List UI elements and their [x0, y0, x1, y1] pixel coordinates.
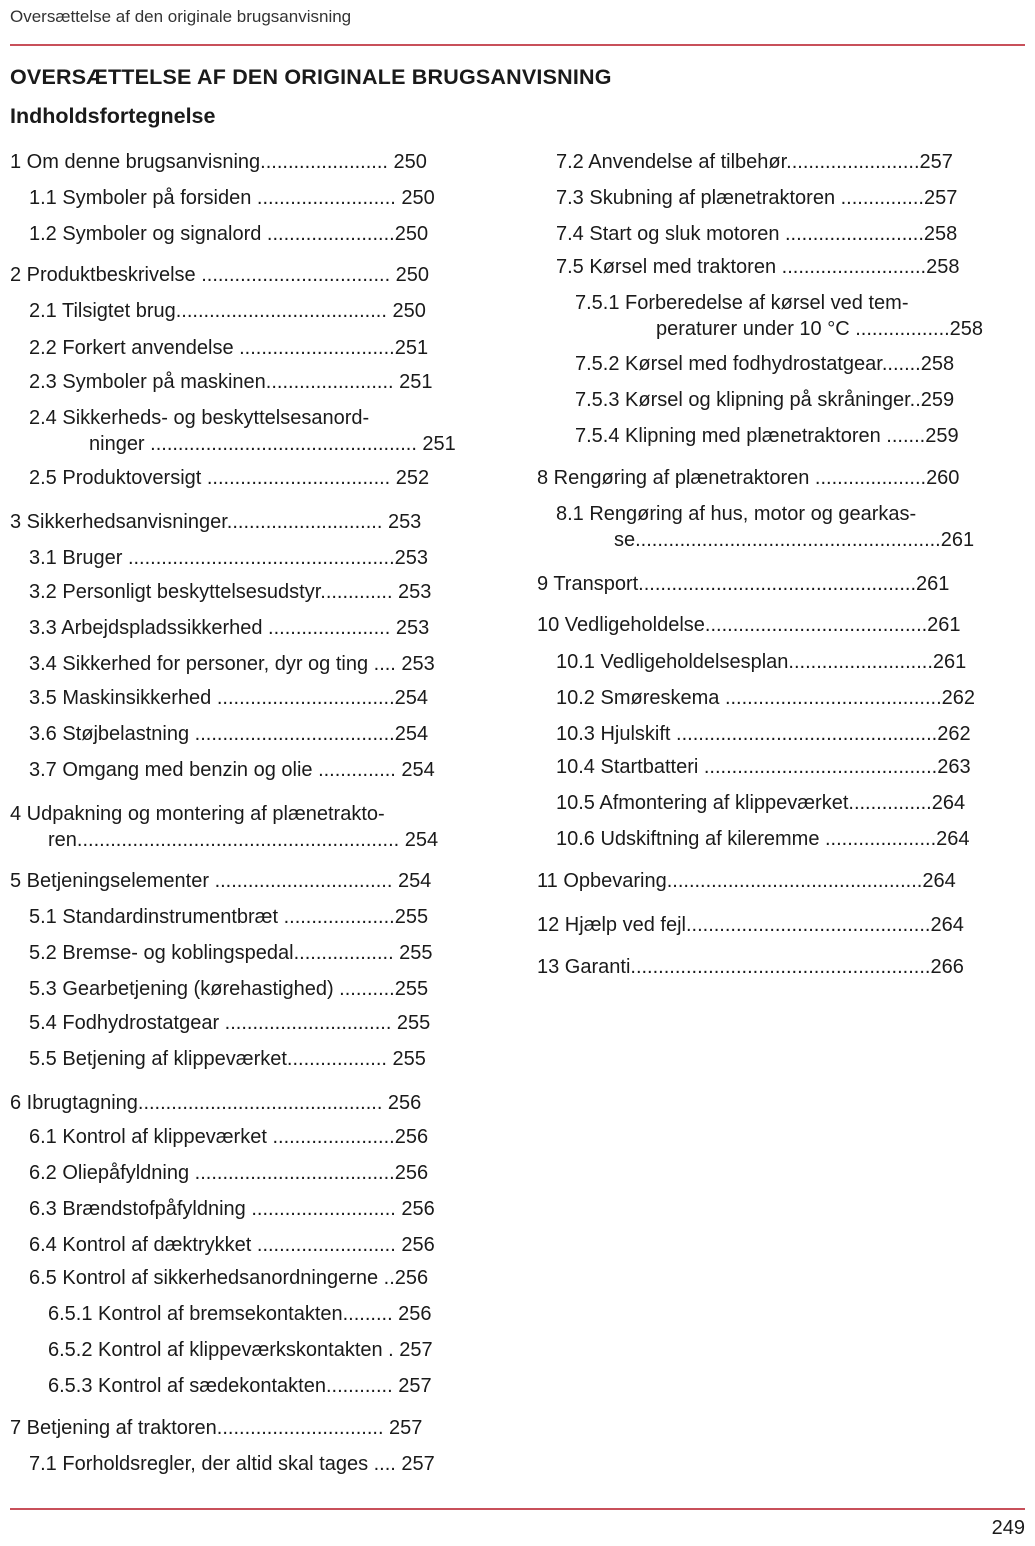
toc-entry[interactable]: 2.1 Tilsigtet brug...................................... 250 — [29, 300, 426, 322]
toc-entry[interactable]: 10 Vedligeholdelse........................................261 — [537, 614, 961, 636]
toc-entry[interactable]: 7.1 Forholdsregler, der altid skal tages .... 257 — [29, 1453, 435, 1475]
toc-entry[interactable]: 1 Om denne brugsanvisning....................... 250 — [10, 151, 427, 173]
toc-entry[interactable]: 2.5 Produktoversigt ................................. 252 — [29, 467, 430, 489]
toc-entry[interactable]: 9 Transport..................................................261 — [537, 573, 950, 595]
toc-entry[interactable]: 3.6 Støjbelastning ....................................254 — [29, 723, 429, 745]
toc-entry[interactable]: 6.5.2 Kontrol af klippeværkskontakten . 257 — [48, 1339, 433, 1361]
toc-entry[interactable]: 10.5 Afmontering af klippeværket...............264 — [556, 792, 966, 814]
toc-entry[interactable]: 10.6 Udskiftning af kileremme ....................264 — [556, 828, 970, 850]
toc-entry[interactable]: 3 Sikkerhedsanvisninger............................ 253 — [10, 511, 422, 533]
page-number: 249 — [991, 1517, 1025, 1539]
toc-entry[interactable]: 2.2 Forkert anvendelse ............................251 — [29, 337, 429, 359]
toc-entry-line: 2.4 Sikkerheds- og beskyttelsesanord- — [29, 407, 370, 429]
toc-entry[interactable]: 1.2 Symboler og signalord .......................250 — [29, 223, 429, 245]
toc-entry[interactable]: 13 Garanti......................................................266 — [537, 956, 964, 978]
toc-entry[interactable]: 6.5.3 Kontrol af sædekontakten............ 257 — [48, 1375, 432, 1397]
toc-entry[interactable]: 5.5 Betjening af klippeværket.................. 255 — [29, 1048, 426, 1070]
toc-entry-wrapped[interactable] — [556, 501, 974, 553]
toc-entry[interactable]: 5.1 Standardinstrumentbræt ....................255 — [29, 906, 429, 928]
header-divider — [10, 44, 1025, 46]
toc-entry[interactable]: 11 Opbevaring..............................................264 — [537, 870, 956, 892]
toc-entry[interactable]: 7.5.4 Klipning med plænetraktoren .......259 — [575, 425, 959, 447]
toc-entry[interactable]: 6.2 Oliepåfyldning ....................................256 — [29, 1162, 429, 1184]
toc-entry[interactable]: 6.5.1 Kontrol af bremsekontakten......... 256 — [48, 1303, 432, 1325]
toc-entry[interactable]: 8 Rengøring af plænetraktoren ....................260 — [537, 467, 960, 489]
toc-title: Indholdsfortegnelse — [10, 104, 216, 128]
toc-entry[interactable]: 7.5.2 Kørsel med fodhydrostatgear.......258 — [575, 353, 955, 375]
toc-entry[interactable]: 10.4 Startbatteri ..........................................263 — [556, 756, 971, 778]
toc-entry-line: se.......................................................261 — [614, 529, 975, 551]
toc-entry[interactable]: 5 Betjeningselementer ................................ 254 — [10, 870, 432, 892]
toc-entry[interactable]: 10.2 Smøreskema .......................................262 — [556, 687, 976, 709]
toc-entry[interactable]: 10.1 Vedligeholdelsesplan..........................261 — [556, 651, 967, 673]
toc-entry[interactable]: 10.3 Hjulskift ...............................................262 — [556, 723, 971, 745]
toc-entry[interactable]: 12 Hjælp ved fejl............................................264 — [537, 914, 964, 936]
toc-entry[interactable]: 6.4 Kontrol af dæktrykket ......................... 256 — [29, 1234, 435, 1256]
toc-entry[interactable]: 3.3 Arbejdspladssikkerhed ...................... 253 — [29, 617, 430, 639]
toc-entry[interactable]: 7.5 Kørsel med traktoren ..........................258 — [556, 256, 960, 278]
toc-entry[interactable]: 7.2 Anvendelse af tilbehør........................257 — [556, 151, 953, 173]
running-header: Oversættelse af den originale brugsanvisning — [10, 7, 352, 26]
toc-entry-wrapped[interactable] — [575, 290, 983, 342]
toc-entry[interactable]: 3.7 Omgang med benzin og olie .............. 254 — [29, 759, 435, 781]
toc-entry[interactable]: 6.3 Brændstofpåfyldning .......................... 256 — [29, 1198, 435, 1220]
toc-entry[interactable]: 6 Ibrugtagning............................................ 256 — [10, 1092, 422, 1114]
toc-entry-wrapped[interactable] — [29, 405, 456, 457]
toc-entry-line: 7.5.1 Forberedelse af kørsel ved tem- — [575, 292, 909, 314]
toc-entry[interactable]: 7.3 Skubning af plænetraktoren ...............257 — [556, 187, 958, 209]
toc-entry-line: 4 Udpakning og montering af plænetrakto- — [10, 803, 385, 825]
toc-entry[interactable]: 6.5 Kontrol af sikkerhedsanordningerne ..256 — [29, 1267, 429, 1289]
toc-entry[interactable]: 7.5.3 Kørsel og klipning på skråninger..259 — [575, 389, 955, 411]
toc-entry-wrapped[interactable] — [10, 801, 438, 853]
toc-entry[interactable]: 3.5 Maskinsikkerhed ................................254 — [29, 687, 429, 709]
toc-entry[interactable]: 2.3 Symboler på maskinen....................... 251 — [29, 371, 433, 393]
toc-entry[interactable]: 3.4 Sikkerhed for personer, dyr og ting .... 253 — [29, 653, 435, 675]
toc-entry-line: ninger ................................................ 251 — [89, 433, 456, 455]
footer-divider — [10, 1508, 1025, 1510]
toc-entry-line: ren.......................................................... 254 — [48, 829, 439, 851]
toc-entry[interactable]: 7.4 Start og sluk motoren .........................258 — [556, 223, 958, 245]
toc-entry[interactable]: 6.1 Kontrol af klippeværket ......................256 — [29, 1126, 429, 1148]
toc-entry[interactable]: 5.2 Bremse- og koblingspedal.................. 255 — [29, 942, 433, 964]
toc-entry[interactable]: 2 Produktbeskrivelse .................................. 250 — [10, 264, 430, 286]
toc-entry[interactable]: 1.1 Symboler på forsiden ......................... 250 — [29, 187, 435, 209]
toc-entry[interactable]: 5.3 Gearbetjening (kørehastighed) ..........255 — [29, 978, 429, 1000]
page-title: OVERSÆTTELSE AF DEN ORIGINALE BRUGSANVISNING — [10, 65, 612, 89]
toc-entry-line: 8.1 Rengøring af hus, motor og gearkas- — [556, 503, 917, 525]
toc-entry[interactable]: 3.2 Personligt beskyttelsesudstyr............. 253 — [29, 581, 432, 603]
toc-entry[interactable]: 5.4 Fodhydrostatgear .............................. 255 — [29, 1012, 431, 1034]
toc-entry[interactable]: 3.1 Bruger ................................................253 — [29, 547, 429, 569]
toc-entry-line: peraturer under 10 °C .................258 — [656, 318, 984, 340]
toc-entry[interactable]: 7 Betjening af traktoren.............................. 257 — [10, 1417, 423, 1439]
